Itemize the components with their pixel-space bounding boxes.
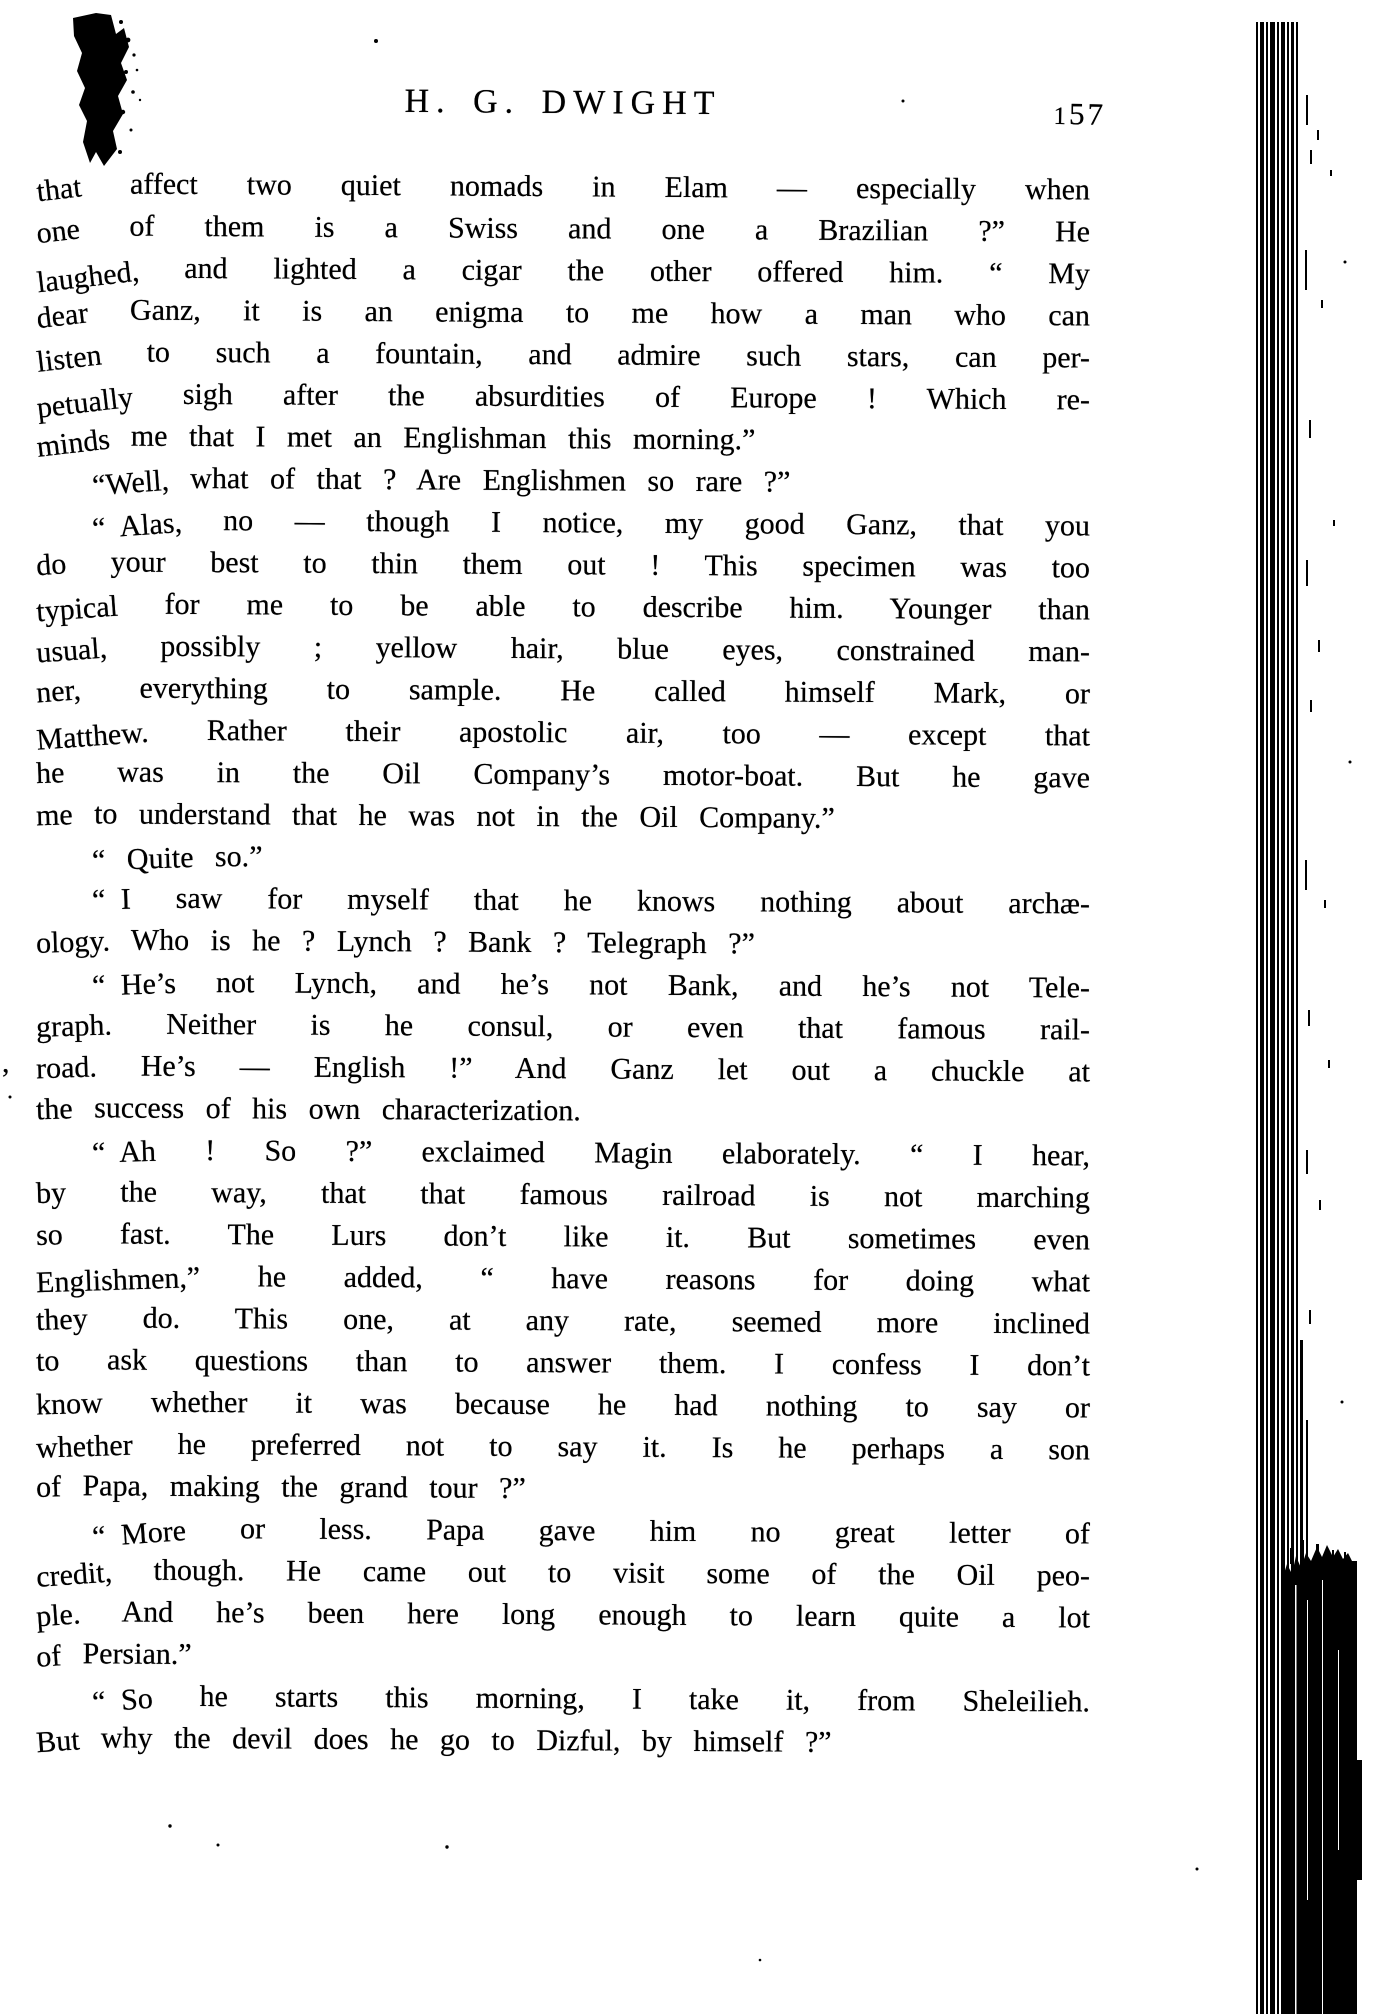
text-line: road. He’s — English !” And Ganz let out a chuckle at — [35, 1049, 1091, 1089]
text-line: minds me that I met an Englishman this morning.” — [34, 419, 756, 464]
text-line: by the way, that that famous railroad is not marching — [35, 1175, 1091, 1215]
text-line: ology. Who is he ? Lynch ? Bank ? Telegraph ?” — [35, 923, 755, 961]
text-line: of Papa, making the grand tour ?” — [35, 1469, 526, 1505]
text-line: But why the devil does he go to Dizful, by himself ?” — [35, 1721, 832, 1760]
text-line: listen to such a fountain, and admire such stars, can per- — [34, 335, 1091, 379]
page-number: 157 — [1053, 96, 1107, 132]
running-header-author: H. G. DWIGHT — [404, 82, 722, 123]
text-line: graph. Neither is he consul, or even that famous rail- — [35, 1007, 1091, 1047]
text-line: the success of his own characterization. — [35, 1091, 581, 1128]
text-line: they do. This one, at any rate, seemed more inclined — [35, 1301, 1091, 1341]
text-line: “ I saw for myself that he knows nothing about archæ- — [91, 881, 1091, 921]
text-line: laughed, and lighted a cigar the other offered him. “ My — [35, 251, 1091, 300]
text-line: typical for me to be able to describe him. Younger than — [35, 587, 1091, 629]
stray-comma-artifact: , — [2, 1046, 10, 1079]
text-line: “Well, what of that ? Are Englishmen so rare ?” — [91, 461, 791, 503]
text-line: “ So he starts this morning, I take it, from Sheleilieh. — [91, 1679, 1091, 1720]
text-line: “ Quite so.” — [91, 839, 263, 878]
text-line: “ He’s not Lynch, and he’s not Bank, and he’s not Tele- — [91, 965, 1091, 1005]
text-line: “ Ah ! So ?” exclaimed Magin elaborately. “ I hear, — [91, 1133, 1091, 1173]
text-line: that affect two quiet nomads in Elam — especially when — [34, 167, 1091, 209]
text-line: he was in the Oil Company’s motor-boat. But he gave — [35, 755, 1091, 795]
text-line: Matthew. Rather their apostolic air, too — except that — [35, 713, 1091, 757]
text-line: me to understand that he was not in the Oil Company.” — [35, 797, 835, 835]
text-line: do your best to thin them out ! This specimen was too — [34, 545, 1091, 585]
binding-shadow-artifact — [1256, 22, 1362, 2014]
text-line: ple. And he’s been here long enough to learn quite a lot — [35, 1595, 1091, 1635]
text-line: credit, though. He came out to visit some of the Oil peo- — [35, 1553, 1091, 1594]
text-line: “ Alas, no — though I notice, my good Ganz, that you — [91, 503, 1091, 546]
text-line: petually sigh after the absurdities of Europe ! Which re- — [35, 377, 1091, 425]
page-lines — [36, 163, 1090, 1759]
text-line: Englishmen,” he added, “ have reasons for doing what — [35, 1260, 1091, 1300]
text-line: so fast. The Lurs don’t like it. But sometimes even — [35, 1217, 1091, 1257]
text-line: know whether it was because he had nothing to say or — [35, 1385, 1091, 1425]
text-line: “ More or less. Papa gave him no great letter of — [91, 1511, 1091, 1554]
text-line: ner, everything to sample. He called himself Mark, or — [35, 671, 1091, 711]
text-line: whether he preferred not to say it. Is he perhaps a son — [35, 1427, 1091, 1467]
text-line: of Persian.” — [34, 1637, 192, 1674]
text-line: one of them is a Swiss and one a Brazilian ?” He — [34, 209, 1091, 251]
text-line: usual, possibly ; yellow hair, blue eyes, constrained man- — [35, 629, 1091, 670]
text-line: dear Ganz, it is an enigma to me how a man who can — [34, 293, 1091, 336]
text-line: to ask questions than to answer them. I confess I don’t — [35, 1343, 1091, 1383]
